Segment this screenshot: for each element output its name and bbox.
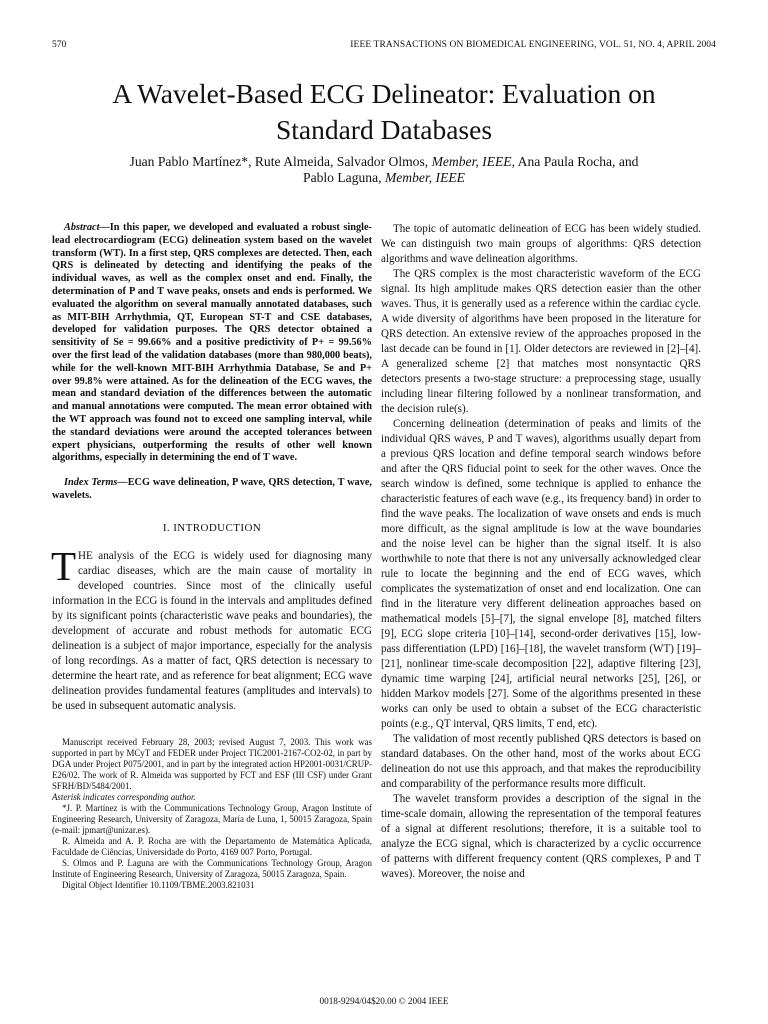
author-line-1: [60, 154, 708, 170]
title-line-1: A Wavelet-Based ECG Delineator: Evaluation on: [112, 78, 656, 109]
abstract-label: Abstract—: [64, 222, 110, 233]
intro-first-word: HE: [78, 549, 93, 562]
footnote-martinez: *J. P. Martínez is with the Communications Technology Group, Aragon Institute of Engineering Research, University of Zaragoza, María de Luna, 1, 50015 Zaragoza, Spain (e-mail: jpmart@unizar.es).: [52, 802, 372, 835]
footnotes: [52, 737, 372, 891]
body-paragraph-3: Concerning delineation (determination of peaks and limits of the individual QRS waves, P and T waves), algorithms usually depart from a previous QRS location and define temporal search windows before and after the QRS fiducial point to seek for the other waves. Once the search window is defined, some technique is applied to enhance the characteristic features of each wave (e.g., its frequency band) in order to find the wave peaks. The localization of wave onsets and ends is much more difficult, as the signal amplitude is low at the wave boundaries and the noise level can be higher than the signal itself. It is also worthwhile to note that there is not any universally acknowledged clear rule to locate the beginning and the end of ECG waves, which complicates the systematization of onset and end localization. One can find in the literature very different delineation approaches based on mathematical models [5]–[7], the signal envelope [8], matched filters [9], ECG slope criteria [10]–[14], second-order derivatives [15], low-pass differentiation (LPD) [16]–[18], the wavelet transform (WT) [19]–[21], nonlinear time-scale decomposition [22], adaptive filtering [23], dynamic time warping [24], artificial neural networks [25], [26], or hidden Markov models [27]. Some of the algorithms presented in these works can only be used to obtain a subset of the ECG characteristic points (e.g., QT interval, QRS limits, T end, etc).: [381, 418, 701, 730]
body-paragraph-4: The validation of most recently published QRS detectors is based on standard databases. On the other hand, most of the works about ECG delineation do not use this approach, and that makes the reproducibility and comparability of the performance results more difficult.: [381, 733, 701, 790]
journal-name: IEEE TRANSACTIONS ON BIOMEDICAL ENGINEERING, VOL. 51, NO. 4, APRIL 2004: [350, 40, 716, 50]
abstract-text-1: In this paper, we developed and evaluated a robust single-lead electrocardiogram (ECG) delineation system based on the wavelet transform (WT). In a first step, QRS complexes are detected. Then, each QRS is delineated by detecting and identifying the peaks of the individual waves, as well as the complex onset and end. Finally, the determination of P and T wave peaks, onsets and ends is performed. We evaluated the algorithm on several manually annotated databases, such as MIT-BIH Arrhythmia, QT, European ST-T and CSE databases, developed for validation purposes. The QRS detector obtained a sensitivity of: [52, 222, 372, 349]
footnote-olmos-laguna: S. Olmos and P. Laguna are with the Communications Technology Group, Aragon Institute of Engineering Research, University of Zaragoza, 50015 Zaragoza, Spain.: [52, 857, 372, 879]
authors-part-1: Juan Pablo Martínez*, Rute Almeida, Salvador Olmos,: [129, 154, 429, 169]
authors-affiliation-3: Member, IEEE: [384, 170, 465, 185]
section-heading-introduction: [52, 521, 372, 536]
intro-paragraph: [51, 542, 372, 714]
section-number: I.: [162, 521, 171, 534]
authors-part-2: Ana Paula Rocha, and: [517, 154, 639, 169]
page-number: 570: [52, 40, 67, 50]
footnote-manuscript: [52, 737, 372, 803]
section-title-rest: NTRODUCTION: [177, 521, 262, 534]
index-terms-text: ECG wave delineation, P wave, QRS detection, T wave, wavelets.: [52, 477, 372, 501]
footnote-doi: Digital Object Identifier 10.1109/TBME.2003.821031: [62, 879, 255, 890]
abstract-text-2: and a positive predictivity of: [171, 337, 312, 349]
body-paragraph-1: The topic of automatic delineation of ECG has been widely studied. We can distinguish two main groups of algorithms: QRS detection algorithms and wave delineation algorithms.: [381, 223, 701, 265]
body-paragraph-2: The QRS complex is the most characteristic waveform of the ECG signal. Its high amplitude makes QRS detection easier than the other waves. Thus, it is generally used as a reference within the cardiac cycle. A wide diversity of algorithms have been proposed in the literature for QRS detection. An extensive review of the approaches proposed in the last decade can be found in [1]. Older detectors are reviewed in [2]–[4]. A generalized scheme [2] that matches most nonsyntactic QRS detectors presents a two-stage structure: a preprocessing stage, usually including linear filtering followed by a nonlinear transformation, and the decision rule(s).: [381, 268, 701, 415]
intro-text: analysis of the ECG is widely used for diagnosing many cardiac diseases, which are the main cause of mortality in developed countries. Since most of the clinically useful information in the ECG is found in the intervals and amplitudes defined by its significant points (characteristic wave peaks and boundaries), the development of accurate and robust methods for automatic ECG delineation is a subject of major importance, especially for the analysis of long recordings. As a matter of fact, QRS detection is necessary to determine the heart rate, and as reference for beat alignment; ECG wave delineation provides fundamental features (amplitudes and intervals) to be used in subsequent automatic analysis.: [52, 549, 372, 712]
body-paragraph-5: The wavelet transform provides a description of the signal in the time-scale domain, allowing the representation of the temporal features of a signal at different resolutions; therefore, it is a suitable tool to analyze the ECG signal, which is characterized by a cyclic occurrence of patterns with different frequency content (QRS complexes, P and T waves). Moreover, the noise and: [381, 793, 701, 880]
drop-cap: T: [51, 542, 77, 589]
abstract-text-5: over 99.8% were attained. As for the delineation of the ECG waves, the mean and standard deviation of the differences between the automatic and manual annotations were computed. The mean error obtained with the WT approach was found not to exceed one sampling interval, while the standard deviations were around the accepted tolerances between expert physicians, outperforming the results of other well known algorithms, especially in determining the end of T wave.: [52, 375, 372, 464]
authors-affiliation-1: Member, IEEE,: [431, 154, 515, 169]
authors-part-3: Pablo Laguna,: [303, 170, 382, 185]
index-terms-label: Index Terms—: [64, 477, 128, 489]
page-footer: 0018-9294/04$20.00 © 2004 IEEE: [319, 996, 449, 1006]
abstract-se-symbol: Se: [323, 362, 334, 374]
author-list: [60, 154, 708, 186]
footnote-manuscript-text: Manuscript received February 28, 2003; revised August 7, 2003. This work was supported in part by MCyT and FEDER under Project TIC2001-2167-CO2-02, in part by DGA under Project P075/2001, and in part by the integrated action HP2001-0031/CRUP-E26/02. The work of R. Almeida was supported by FCT and ESF (III CSF) under Grant SFRH/BD/5484/2001.: [52, 736, 372, 791]
index-terms: [52, 477, 372, 503]
abstract-text-4: and: [333, 362, 360, 374]
footnote-almeida-rocha: R. Almeida and A. P. Rocha are with the Departamento de Matemática Aplicada, Faculdade de Ciências, Universidade do Porto, 4169 007 Porto, Portugal.: [52, 835, 372, 857]
abstract-pp-symbol: P+: [359, 362, 372, 374]
abstract-predictivity: P+ = 99.56%: [311, 337, 372, 349]
left-column: [52, 222, 372, 891]
right-column: [381, 222, 701, 882]
section-title-initial: I: [173, 521, 178, 534]
paper-title: [40, 76, 728, 148]
running-header: [52, 40, 716, 54]
abstract-text-3: over the first lead of the validation databases (more than 980,000 beats), while for the well-known MIT-BIH Arrhythmia Database,: [52, 349, 372, 374]
abstract: [52, 222, 372, 465]
footnote-asterisk: Asterisk indicates corresponding author.: [52, 791, 196, 802]
author-line-2: [60, 170, 708, 186]
title-line-2: Standard Databases: [275, 114, 493, 145]
abstract-sensitivity: Se = 99.66%: [113, 337, 172, 349]
